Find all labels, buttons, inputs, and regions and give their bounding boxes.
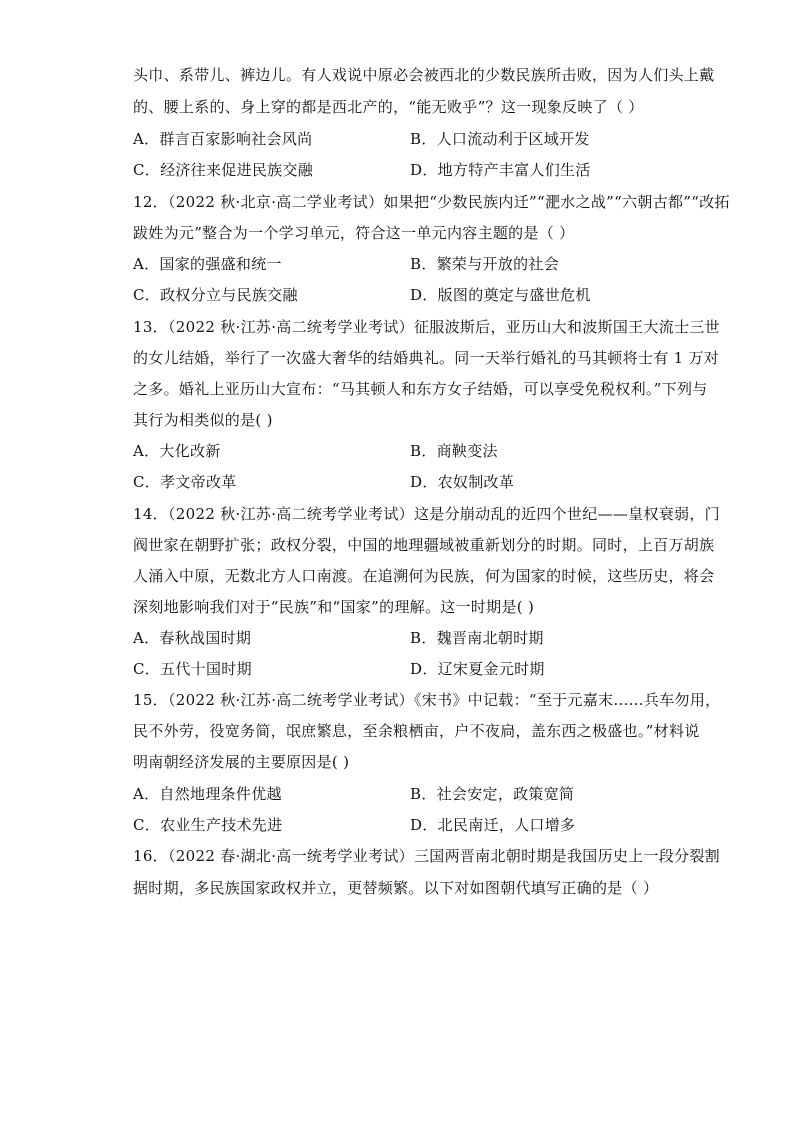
- q13-stem-line-1: 13．（2022 秋·江苏·高二统考学业考试）征服波斯后，亚历山大和波斯国王大流士三世: [133, 318, 720, 336]
- q13-option-a[interactable]: A．大化改新: [133, 442, 221, 460]
- q15-stem-line-2: 民不外劳，役宽务简，氓庶繁息，至余粮栖亩，户不夜扃，盖东西之极盛也。”材料说: [133, 722, 700, 740]
- q11-option-b[interactable]: B．人口流动利于区域开发: [410, 130, 590, 148]
- q13-option-d[interactable]: D．农奴制改革: [410, 473, 515, 491]
- q15-stem-line-1: 15．（2022 秋·江苏·高二统考学业考试）《宋书》中记载：“至于元嘉末……兵车勿用，: [133, 691, 721, 709]
- q13-stem-line-4: 其行为相类似的是( ): [133, 411, 273, 429]
- q12-option-d[interactable]: D．版图的奠定与盛世危机: [410, 286, 591, 304]
- q11-option-c[interactable]: C．经济往来促进民族交融: [133, 161, 314, 179]
- q14-option-c[interactable]: C．五代十国时期: [133, 660, 252, 678]
- q13-stem-line-3: 之多。婚礼上亚历山大宣布：“马其顿人和东方女子结婚，可以享受免税权利。”下列与: [133, 380, 708, 398]
- q12-option-c[interactable]: C．政权分立与民族交融: [133, 286, 298, 304]
- q16-stem-line-2: 据时期，多民族国家政权并立，更替频繁。以下对如图朝代填写正确的是（ ）: [133, 879, 659, 897]
- q11-option-a[interactable]: A．群言百家影响社会风尚: [133, 130, 313, 148]
- q14-stem-line-4: 深刻地影响我们对于“民族”和“国家”的理解。这一时期是( ): [133, 598, 535, 616]
- q12-option-a[interactable]: A．国家的强盛和统一: [133, 255, 282, 273]
- q15-option-a[interactable]: A．自然地理条件优越: [133, 785, 282, 803]
- q11-stem-line-1: 头巾、系带儿、裤边儿。有人戏说中原必会被西北的少数民族所击败，因为人们头上戴: [133, 66, 715, 84]
- q15-stem-line-3: 明南朝经济发展的主要原因是( ): [133, 753, 350, 771]
- q15-option-b[interactable]: B．社会安定，政策宽简: [410, 785, 575, 803]
- q14-option-d[interactable]: D．辽宋夏金元时期: [410, 660, 545, 678]
- q13-option-b[interactable]: B．商鞅变法: [410, 442, 498, 460]
- q14-option-a[interactable]: A．春秋战国时期: [133, 629, 252, 647]
- q12-option-b[interactable]: B．繁荣与开放的社会: [410, 255, 560, 273]
- q11-option-d[interactable]: D．地方特产丰富人们生活: [410, 161, 591, 179]
- q12-stem-line-1: 12．（2022 秋·北京·高二学业考试）如果把“少数民族内迁”“淝水之战”“六朝古都”“改拓: [133, 193, 730, 211]
- q13-stem-line-2: 的女儿结婚，举行了一次盛大奢华的结婚典礼。同一天举行婚礼的马其顿将士有 1 万对: [133, 349, 720, 367]
- q14-option-b[interactable]: B．魏晋南北朝时期: [410, 629, 544, 647]
- q12-stem-line-2: 跋姓为元”整合为一个学习单元，符合这一单元内容主题的是（ ）: [133, 224, 575, 242]
- q14-stem-line-1: 14．（2022 秋·江苏·高二统考学业考试）这是分崩动乱的近四个世纪——皇权衰弱，门: [133, 505, 720, 523]
- q15-option-c[interactable]: C．农业生产技术先进: [133, 816, 283, 834]
- q11-stem-line-2: 的、腰上系的、身上穿的都是西北产的，“能无败乎”？这一现象反映了（ ）: [133, 98, 644, 116]
- q14-stem-line-2: 阀世家在朝野扩张；政权分裂，中国的地理疆域被重新划分的时期。同时，上百万胡族: [133, 536, 715, 554]
- q14-stem-line-3: 人涌入中原，无数北方人口南渡。在追溯何为民族，何为国家的时候，这些历史，将会: [133, 567, 715, 585]
- q13-option-c[interactable]: C．孝文帝改革: [133, 473, 237, 491]
- q16-stem-line-1: 16．（2022 春·湖北·高一统考学业考试）三国两晋南北朝时期是我国历史上一段分裂割: [133, 847, 720, 865]
- q15-option-d[interactable]: D．北民南迁，人口增多: [410, 816, 576, 834]
